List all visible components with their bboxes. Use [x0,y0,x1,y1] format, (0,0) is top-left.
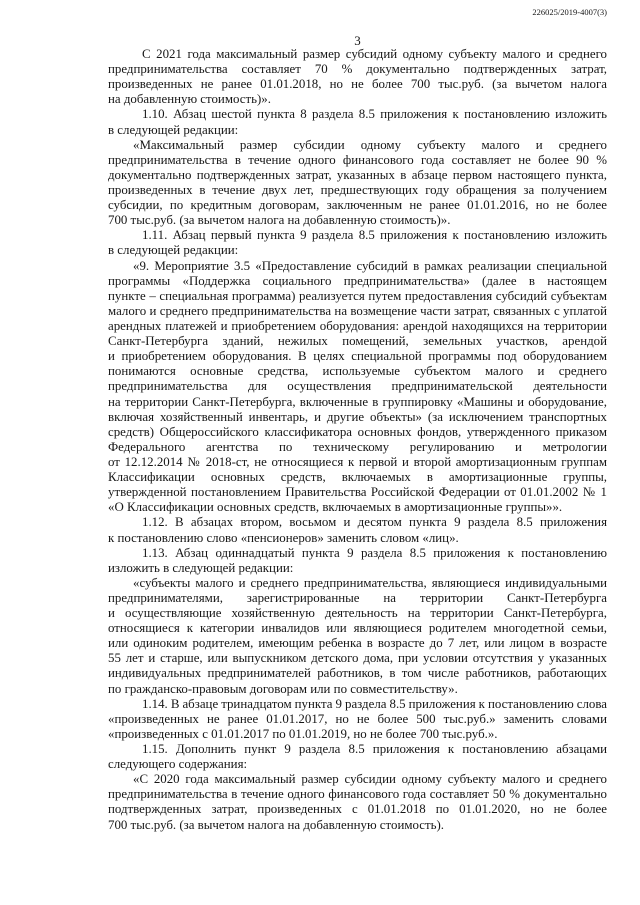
text-line: включая хозяйственный инвентарь, и другие объекты» (за исключением транспортных [108,409,607,424]
text-line: предпринимательства для осуществления предпринимательской деятельности [108,379,607,394]
text-line: предпринимательства составляет 70 % документально подтвержденных затрат, [108,62,607,77]
paragraph-quote-1-15 [108,772,607,832]
text-line: 55 лет и старше, или выпускником детского дома, при условии отсутствия у указанных [108,651,607,666]
text-line: 1.10. Абзац шестой пункта 8 раздела 8.5 приложения к постановлению изложить [142,107,607,122]
text-line: произведенных не ранее 01.01.2018, но не более 700 тыс.руб. (за вычетом налога [108,77,607,92]
text-line: предпринимателями, зарегистрированные на территории Санкт-Петербурга [108,590,607,605]
paragraph-amendment-1-13 [108,546,607,576]
text-line: «произведенных не ранее 01.01.2017, но не более 500 тыс.руб.» заменить словами [108,711,607,726]
text-line: предпринимательства в течение одного финансового года составляет 50 % документально [108,787,607,802]
text-line: на добавленную стоимость)». [108,92,271,107]
text-line: 1.14. В абзаце тринадцатом пункта 9 раздела 8.5 приложения к постановлению слова [142,696,607,711]
text-line: документально подтвержденных затрат, указанных в абзаце первом настоящего пункта, [108,167,607,182]
page-number: 3 [354,33,361,48]
text-line: программы «Поддержка социального предпринимательства» (далее в настоящем [108,273,607,288]
text-line: «О Классификации основных средств, включаемых в амортизационные группы»». [108,500,563,515]
text-line: Санкт-Петербурга зданий, нежилых помещений, земельных участков, арендой [108,334,607,349]
text-line: произведенных в течение двух лет, предшествующих году обращения за получением [108,182,607,197]
text-line: С 2021 года максимальный размер субсидий одному субъекту малого и среднего [142,47,607,61]
paragraph-quote-1-11 [108,259,607,516]
paragraph-amendment-1-11 [108,228,607,258]
text-line: понимаются основные средства, используемые субъектом малого и среднего [108,364,607,379]
text-line: 700 тыс.руб. (за вычетом налога на добавленную стоимость). [108,817,445,832]
text-line: 1.15. Дополнить пункт 9 раздела 8.5 приложения к постановлению абзацами [142,742,607,757]
paragraph-amendment-1-12 [108,515,607,545]
text-line: и осуществляющие хозяйственную деятельность на территории Санкт-Петербурга, [108,606,607,621]
text-line: предпринимательства в течение одного финансового года составляет не более 90 % [108,152,607,167]
paragraph-quote-1-10 [108,138,607,229]
text-line: следующего содержания: [108,757,248,772]
text-line: арендных платежей и приобретением оборудования: арендой находящихся на территории [108,318,607,333]
text-line: 1.11. Абзац первый пункта 9 раздела 8.5 приложения к постановлению изложить [142,228,607,243]
text-line: подтвержденных затрат, произведенных с 01.01.2018 по 01.01.2020, но не более [108,802,607,817]
text-line: и приобретением оборудования. В целях специальной программы под оборудованием [108,349,607,364]
text-line: 700 тыс.руб. (за вычетом налога на добавленную стоимость)». [108,213,451,228]
paragraph-amendment-1-15 [108,742,607,772]
text-line: «С 2020 года максимальный размер субсидии одному субъекту малого и среднего [133,772,607,787]
text-line: «Максимальный размер субсидии одному субъекту малого и среднего [133,137,607,152]
text-line: индивидуальных предпринимателей работников, в том числе работников, работающих [108,666,607,681]
text-line: «субъекты малого и среднего предпринимательства, являющиеся индивидуальными [133,575,607,590]
text-line: по гражданско-правовым договорам или по совместительству». [108,681,458,696]
paragraph-amendment-1-14 [108,697,607,742]
text-line: 1.12. В абзацах втором, восьмом и десятом пункта 9 раздела 8.5 приложения [142,515,607,530]
text-line: относящиеся к категории инвалидов или являющиеся родителем многодетной семьи, [108,621,607,636]
text-line: утвержденной постановлением Правительства Российской Федерации от 01.01.2002 № 1 [108,485,607,500]
text-line: изложить в следующей редакции: [108,560,294,575]
text-line: малого и среднего предпринимательства на возмещение части затрат, связанных с уплатой [108,303,607,318]
text-line: в следующей редакции: [108,243,239,258]
text-line: субсидии, по кредитным договорам, заключенным не ранее 01.01.2016, но не более [108,198,607,213]
text-line: от 12.12.2014 № 2018-ст, не относящиеся к первой и второй амортизационным группам [108,454,607,469]
text-line: «9. Мероприятие 3.5 «Предоставление субсидий в рамках реализации специальной [133,258,607,273]
text-line: Классификации основных средств, включаемых в амортизационные группы, [108,470,607,485]
text-line: или одиноким родителем, имеющим ребенка в возрасте до 7 лет, или лицом в возрасте [108,636,607,651]
document-body [108,47,607,833]
text-line: 1.13. Абзац одиннадцатый пункта 9 раздела 8.5 приложения к постановлению [142,545,607,560]
document-number: 226025/2019-4007(3) [532,7,607,17]
text-line: «произведенных с 01.01.2017 по 01.01.2019, но не более 700 тыс.руб.». [108,726,498,741]
text-line: Федерального агентства по техническому регулированию и метрологии [108,439,607,454]
paragraph-amendment-1-10 [108,107,607,137]
text-line: в следующей редакции: [108,122,239,137]
text-line: средств) Общероссийского классификатора основных фондов, утвержденного приказом [108,424,607,439]
text-line: к постановлению слово «пенсионеров» заменить словом «лиц». [108,530,459,545]
text-line: на территории Санкт-Петербурга, включенные в группировку «Машины и оборудование, [108,394,607,409]
text-line: пункте – специальная программа) реализуется путем предоставления субсидий субъектам [108,288,607,303]
paragraph-quote-1-13 [108,576,607,697]
paragraph-continued-quote [108,47,607,107]
